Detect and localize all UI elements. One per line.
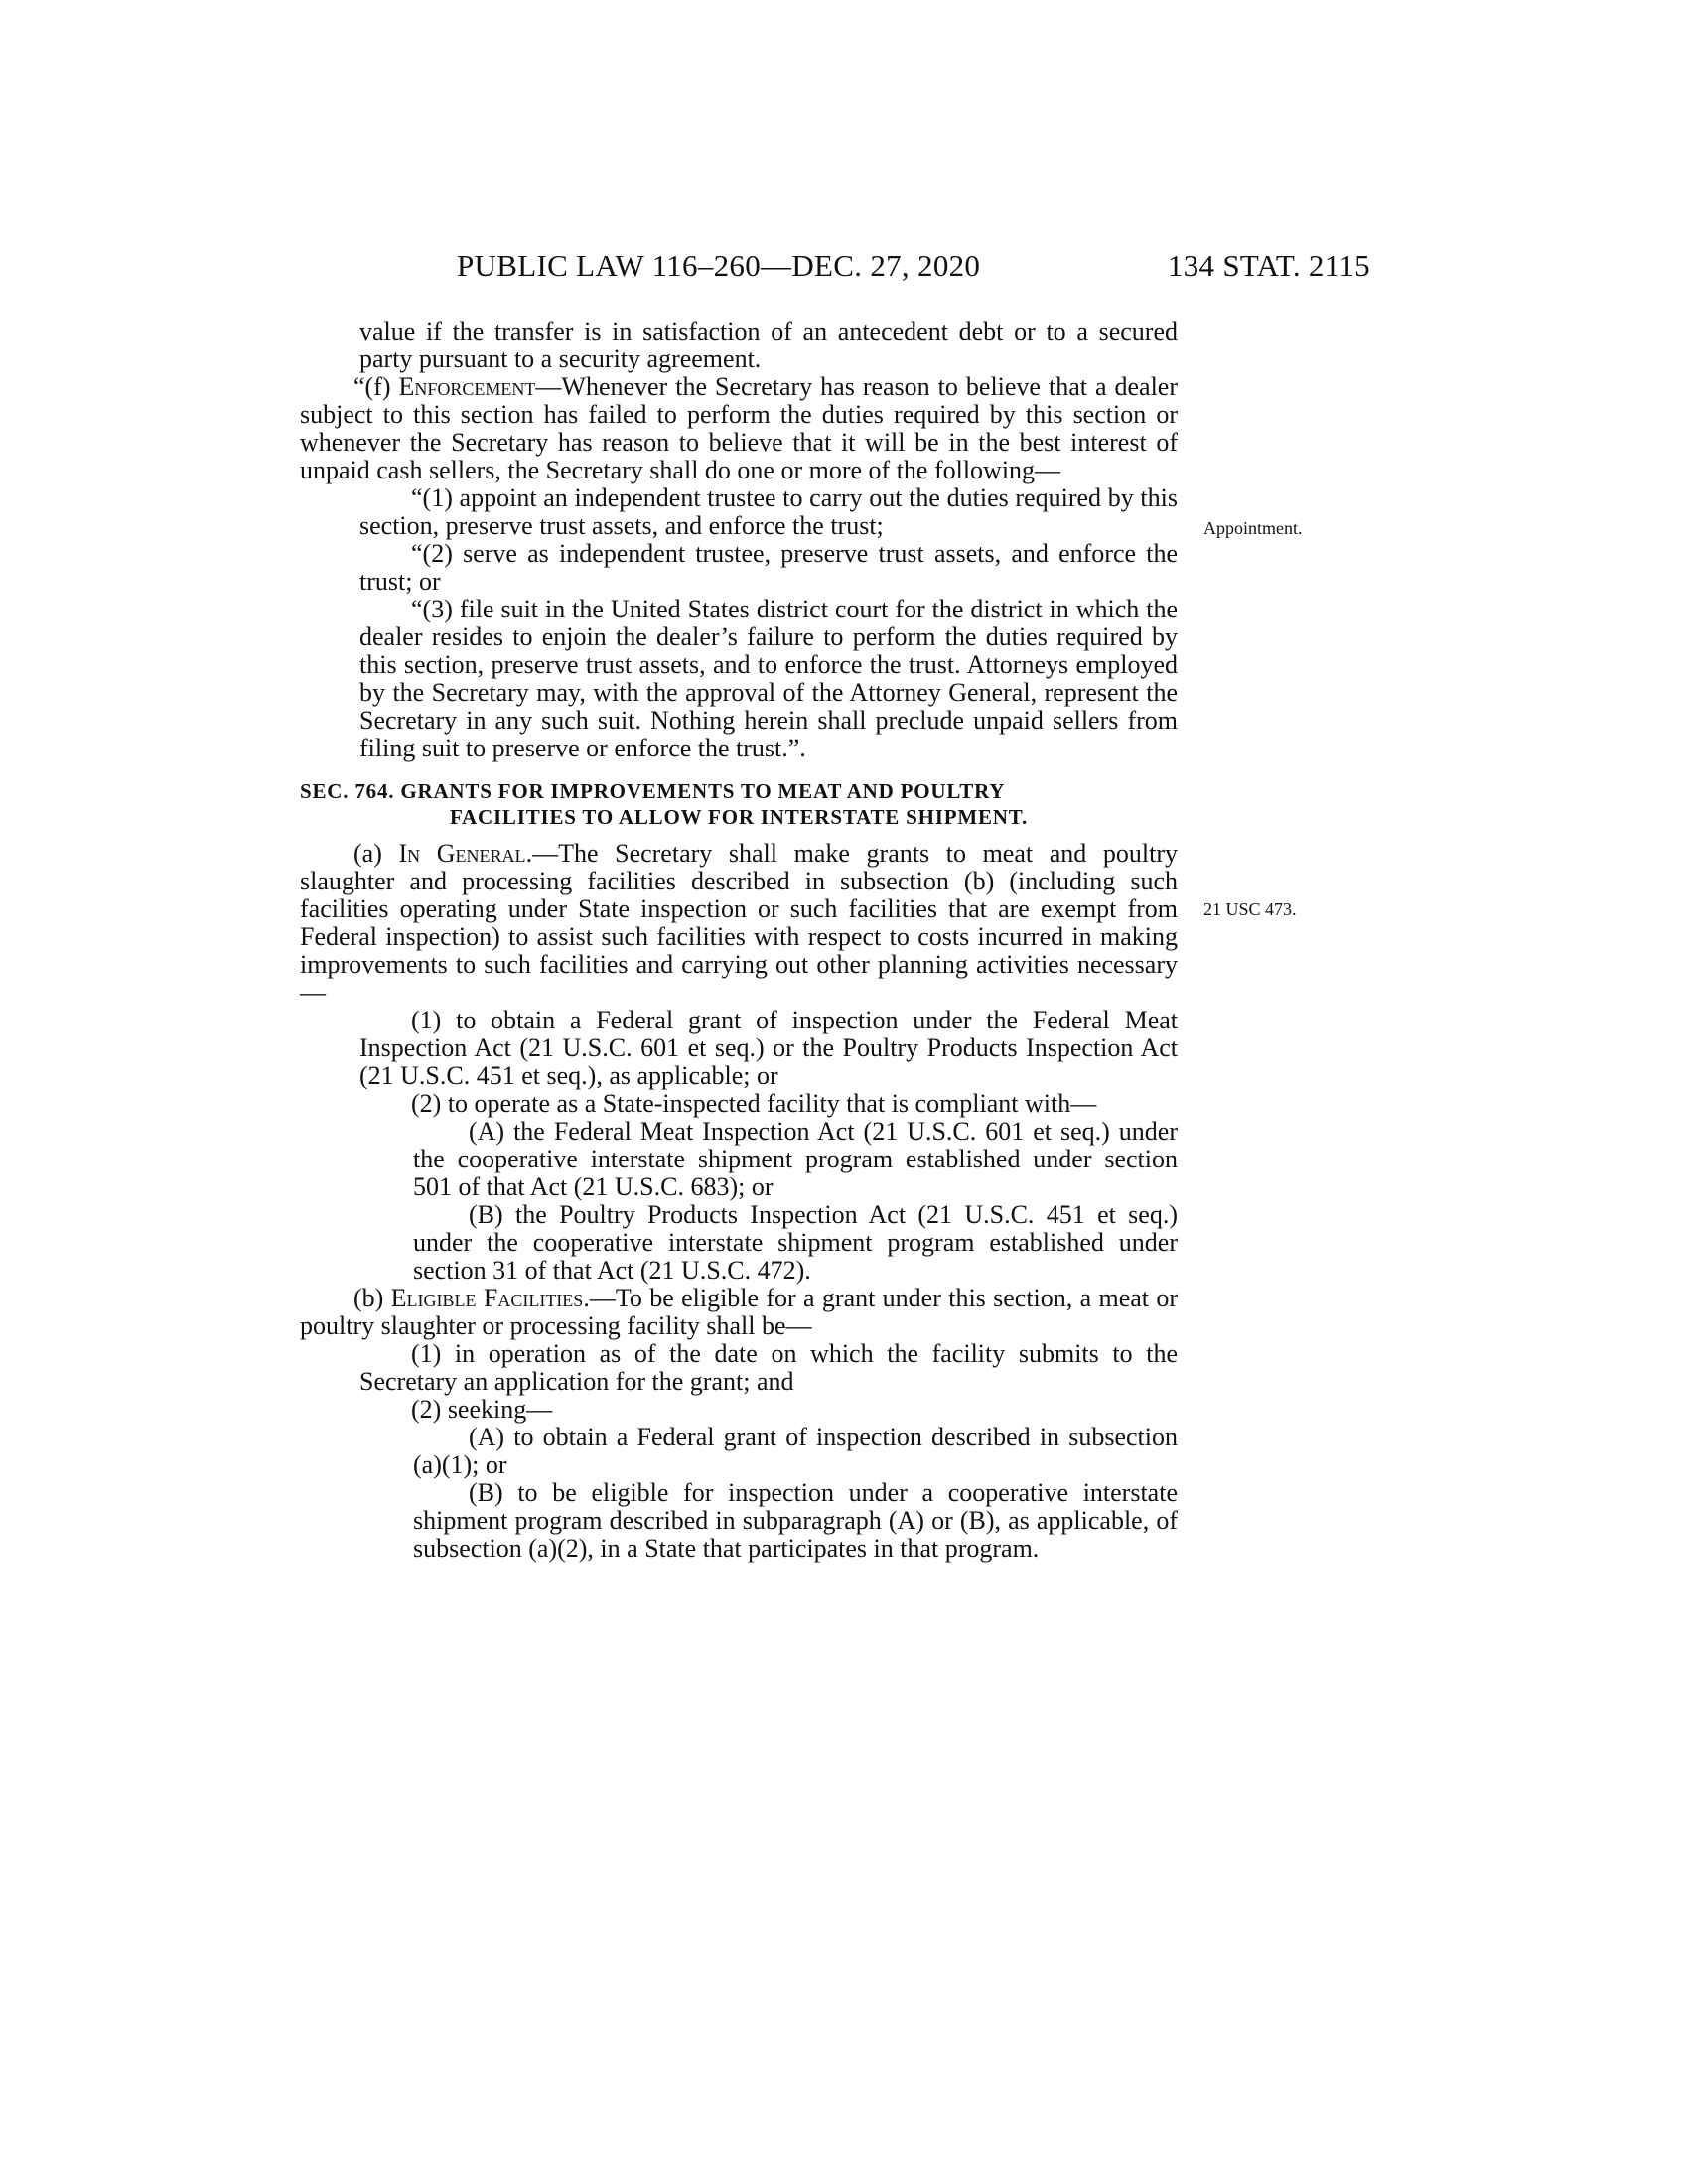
subsection-a-number: (a) [353,839,382,868]
subsection-f-body: —Whenever the Secretary has reason to believe that a dealer subject to this section has failed to perform the duties required by this section or whenever the Secretary has reason to believe that it will be in the best interest of unpaid cash sellers, the Secretary shall do one or more of the following— [300,372,1178,484]
paragraph-f3: “(3) file suit in the United States district court for the district in which the dealer resides to enjoin the dealer’s failure to perform the duties required by this section, preserve trust assets, and to enforce the trust. Attorneys employed by the Secretary may, with the approval of the Attorney General, represent the Secretary in any such suit. Nothing herein shall preclude unpaid sellers from filing suit to preserve or enforce the trust.”. [359,595,1178,762]
subsection-f-heading: Enforcement [398,372,536,401]
subparagraph-a2B: (B) the Poultry Products Inspection Act (21 U.S.C. 451 et seq.) under the cooperative interstate shipment program established under section 31 of that Act (21 U.S.C. 472). [413,1200,1178,1285]
paragraph-a2: (2) to operate as a State-inspected facility that is compliant with— [411,1089,1097,1118]
document-body [300,318,1178,1563]
subparagraph-b2B: (B) to be eligible for inspection under a cooperative interstate shipment program described in subparagraph (A) or (B), as applicable, of subsection (a)(2), in a State that participates in that program. [413,1478,1178,1563]
margin-note-usc: 21 USC 473. [1203,899,1297,919]
subsection-a-body: .—The Secretary shall make grants to meat and poultry slaughter and processing facilities described in subsection (b) (including such facilities operating under State inspection or such facilities that are exempt from Federal inspection) to assist such facilities with respect to costs incurred in making improvements to such facilities and carrying out other planning activities necessary— [300,839,1179,1007]
paragraph-f2: “(2) serve as independent trustee, preserve trust assets, and enforce the trust; or [359,539,1178,596]
subsection-b-number: (b) [353,1284,384,1312]
subsection-f [300,373,1178,484]
subsection-b [300,1285,1178,1340]
subsection-f-number: “(f) [353,372,391,401]
paragraph-continuation: value if the transfer is in satisfaction of an antecedent debt or to a secured party pursuant to a security agreement. [359,317,1178,373]
margin-note-appointment: Appointment. [1203,518,1303,538]
subsection-a [300,840,1178,1007]
subparagraph-a2A: (A) the Federal Meat Inspection Act (21 U.S.C. 601 et seq.) under the cooperative interstate shipment program established under section 501 of that Act (21 U.S.C. 683); or [413,1117,1178,1201]
paragraph-a1: (1) to obtain a Federal grant of inspection under the Federal Meat Inspection Act (21 U.S.C. 601 et seq.) or the Poultry Products Inspection Act (21 U.S.C. 451 et seq.), as applicable; or [359,1006,1178,1090]
header-public-law: PUBLIC LAW 116–260—DEC. 27, 2020 [457,248,981,283]
page-header [457,248,1370,288]
subsection-b-body: .—To be eligible for a grant under this section, a meat or poultry slaughter or processing facility shall be— [300,1284,1178,1340]
subsection-a-heading: In General [398,839,526,868]
paragraph-b1: (1) in operation as of the date on which the facility submits to the Secretary an application for the grant; and [359,1339,1178,1396]
subsection-b-heading: Eligible Facilities [390,1284,584,1312]
paragraph-b2: (2) seeking— [411,1395,553,1424]
section-heading-line1: SEC. 764. GRANTS FOR IMPROVEMENTS TO MEAT AND POULTRY [300,779,1006,803]
subparagraph-b2A: (A) to obtain a Federal grant of inspection described in subsection (a)(1); or [413,1423,1178,1479]
paragraph-f1: “(1) appoint an independent trustee to carry out the duties required by this section, preserve trust assets, and enforce the trust; [359,483,1178,540]
section-heading-line2: FACILITIES TO ALLOW FOR INTERSTATE SHIPMENT. [449,805,1029,829]
header-stat-page: 134 STAT. 2115 [1167,248,1370,283]
section-heading [300,778,1178,830]
